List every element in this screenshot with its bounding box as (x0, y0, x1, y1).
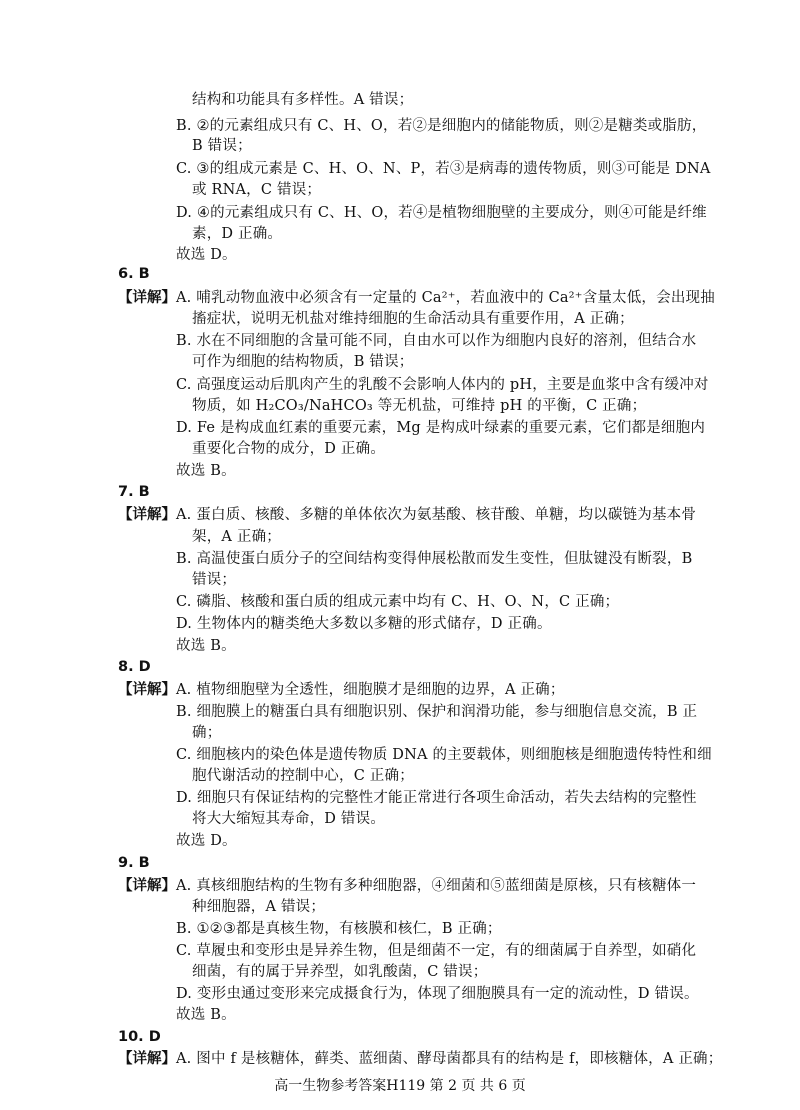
q9-option-c-cont: 细菌，有的属于异养型，如乳酸菌，C 错误； (192, 964, 488, 980)
q7-detail-tag: 【详解】 (118, 506, 176, 523)
q6-option-d: D. Fe 是构成血红素的重要元素，Mg 是构成叶绿素的重要元素，它们都是细胞内 (176, 420, 706, 436)
q5-option-c-cont: 或 RNA，C 错误； (192, 182, 322, 198)
q6-option-b-cont: 可作为细胞的结构物质，B 错误； (192, 354, 414, 370)
q9-option-a-cont: 种细胞器，A 错误； (192, 899, 326, 915)
q6-detail-tag: 【详解】 (118, 289, 176, 306)
q9-detail-tag: 【详解】 (118, 877, 176, 894)
q9-option-a: A. 真核细胞结构的生物有多种细胞器，④细菌和⑤蓝细菌是原核，只有核糖体一 (176, 878, 697, 894)
q7-option-b: B. 高温使蛋白质分子的空间结构变得伸展松散而发生变性，但肽键没有断裂，B (176, 551, 693, 567)
q7-conclusion: 故选 B。 (176, 638, 236, 654)
q7-answer-number: 7. B (118, 484, 150, 500)
q6-option-d-cont: 重要化合物的成分，D 正确。 (192, 441, 386, 457)
q9-answer-number: 9. B (118, 855, 150, 871)
q8-conclusion: 故选 D。 (176, 833, 237, 849)
q7-option-c: C. 磷脂、核酸和蛋白质的组成元素中均有 C、H、O、N，C 正确； (176, 594, 620, 610)
q8-option-b: B. 细胞膜上的糖蛋白具有细胞识别、保护和润滑功能，参与细胞信息交流，B 正 (176, 704, 698, 720)
q7-option-a: A. 蛋白质、核酸、多糖的单体依次为氨基酸、核苷酸、单糖，均以碳链为基本骨 (176, 507, 697, 523)
q7-option-b-cont: 错误； (192, 572, 237, 588)
q5-option-b: B. ②的元素组成只有 C、H、O，若②是细胞内的储能物质，则②是糖类或脂肪， (176, 118, 707, 134)
q9-conclusion: 故选 B。 (176, 1007, 236, 1023)
q5-option-d-cont: 素，D 正确。 (192, 226, 283, 242)
q5-line-1: 结构和功能具有多样性。A 错误； (192, 92, 414, 108)
q10-option-a: A. 图中 f 是核糖体，藓类、蓝细菌、酵母菌都具有的结构是 f，即核糖体，A 正确； (176, 1051, 723, 1067)
q8-option-b-cont: 确； (192, 725, 222, 741)
q8-option-c-cont: 胞代谢活动的控制中心，C 正确； (192, 768, 414, 784)
q10-detail-tag: 【详解】 (118, 1050, 176, 1067)
q9-option-b: B. ①②③都是真核生物，有核膜和核仁，B 正确； (176, 921, 502, 937)
q6-option-a: A. 哺乳动物血液中必须含有一定量的 Ca²⁺，若血液中的 Ca²⁺含量太低，会出现抽 (176, 290, 715, 306)
q8-answer-number: 8. D (118, 659, 151, 675)
page-footer: 高一生物参考答案H119 第 2 页 共 6 页 (274, 1078, 526, 1094)
q9-option-d: D. 变形虫通过变形来完成摄食行为，体现了细胞膜具有一定的流动性，D 错误。 (176, 986, 699, 1002)
q8-detail-tag: 【详解】 (118, 681, 176, 698)
q5-option-c: C. ③的组成元素是 C、H、O、N、P，若③是病毒的遗传物质，则③可能是 DNA (176, 161, 711, 177)
q6-option-c-cont: 物质，如 H₂CO₃/NaHCO₃ 等无机盐，可维持 pH 的平衡，C 正确； (192, 398, 647, 414)
q8-option-c: C. 细胞核内的染色体是遗传物质 DNA 的主要载体，则细胞核是细胞遗传特性和细 (176, 747, 712, 763)
q6-conclusion: 故选 B。 (176, 463, 236, 479)
q6-option-b: B. 水在不同细胞的含量可能不同，自由水可以作为细胞内良好的溶剂，但结合水 (176, 333, 697, 349)
q9-option-c: C. 草履虫和变形虫是异养生物，但是细菌不一定，有的细菌属于自养型，如硝化 (176, 943, 697, 959)
q5-option-b-cont: B 错误； (192, 138, 252, 154)
q8-option-d: D. 细胞只有保证结构的完整性才能正常进行各项生命活动，若失去结构的完整性 (176, 790, 697, 806)
q5-conclusion: 故选 D。 (176, 247, 237, 263)
q10-answer-number: 10. D (118, 1029, 161, 1045)
q6-answer-number: 6. B (118, 266, 150, 282)
q6-option-a-cont: 搐症状，说明无机盐对维持细胞的生命活动具有重要作用，A 正确； (192, 311, 634, 327)
q7-option-a-cont: 架，A 正确； (192, 529, 281, 545)
q7-option-d: D. 生物体内的糖类绝大多数以多糖的形式储存，D 正确。 (176, 616, 552, 632)
q5-option-d: D. ④的元素组成只有 C、H、O，若④是植物细胞壁的主要成分，则④可能是纤维 (176, 205, 707, 221)
q8-option-d-cont: 将大大缩短其寿命，D 错误。 (192, 811, 386, 827)
q6-option-c: C. 高强度运动后肌肉产生的乳酸不会影响人体内的 pH，主要是血浆中含有缓冲对 (176, 377, 709, 393)
q8-option-a: A. 植物细胞壁为全透性，细胞膜才是细胞的边界，A 正确； (176, 682, 565, 698)
